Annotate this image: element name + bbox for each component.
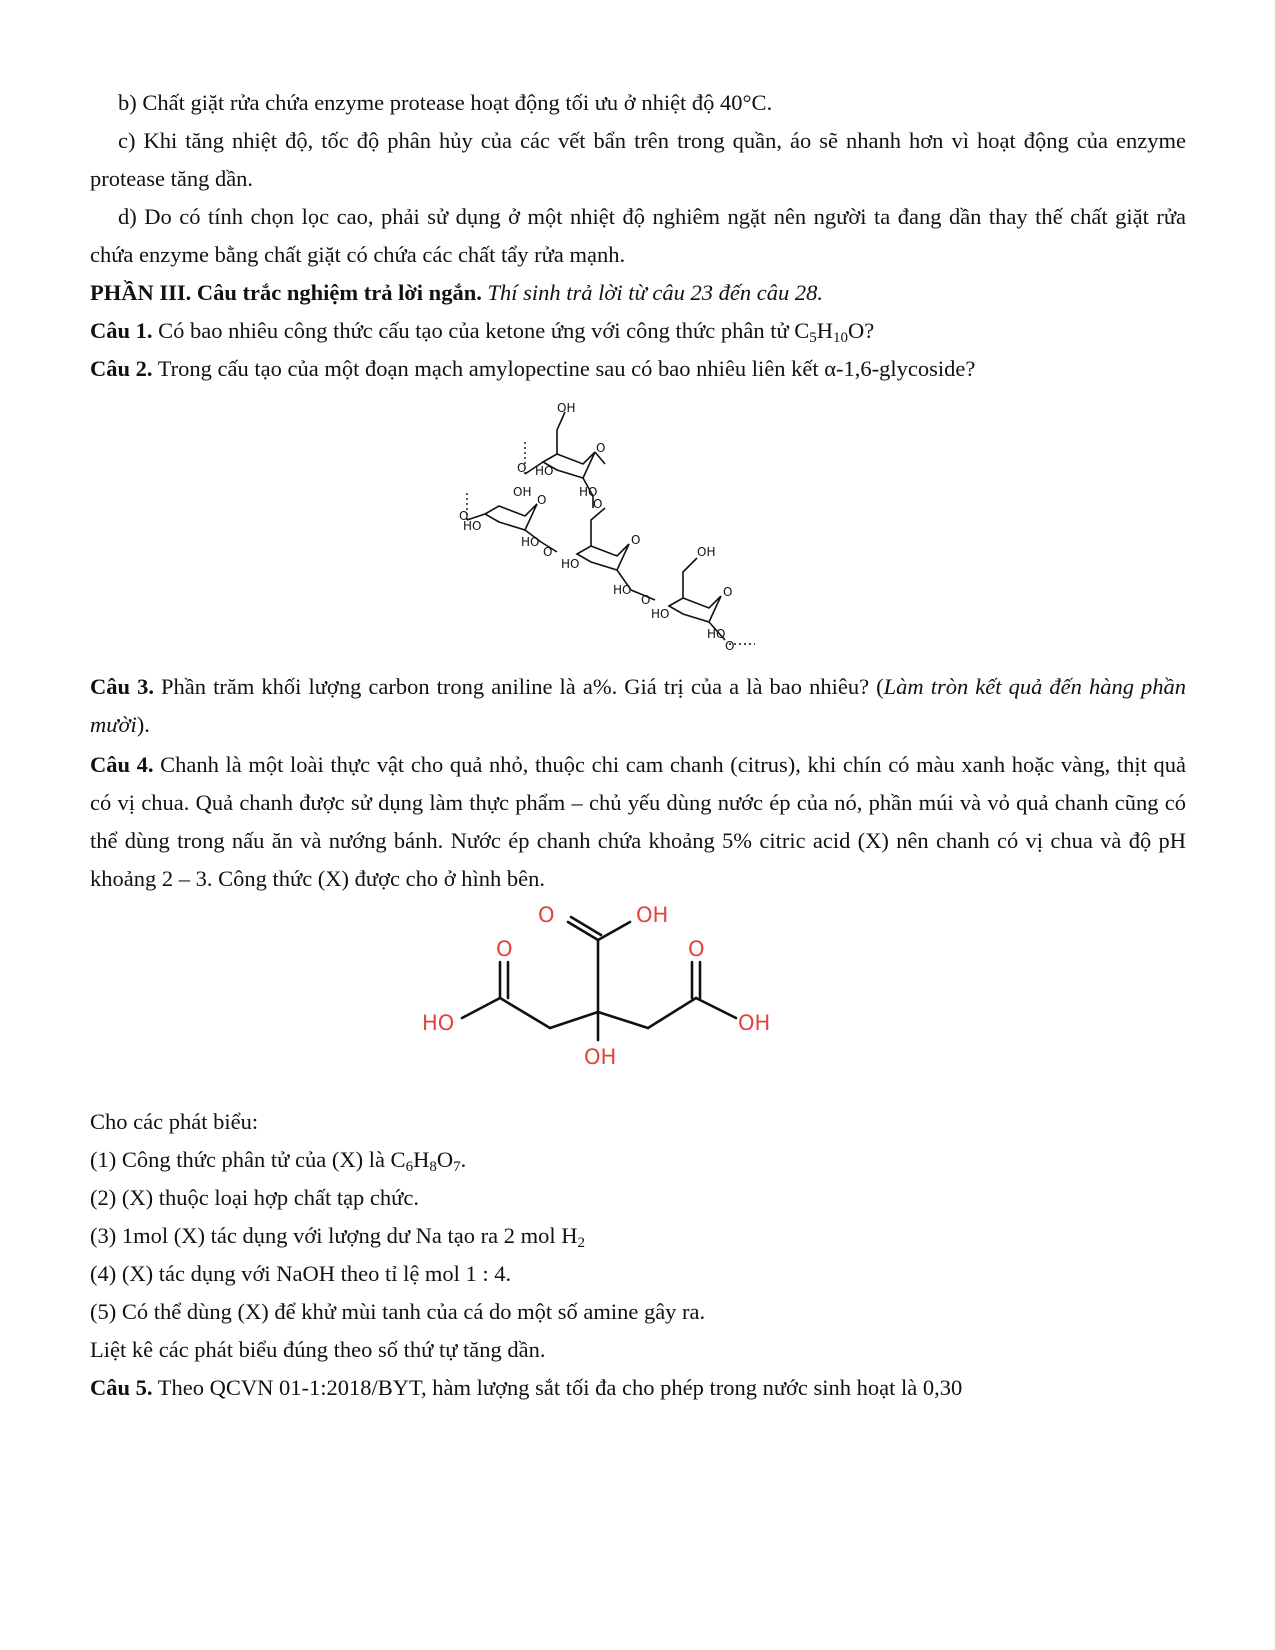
statement-5: (5) Có thể dùng (X) để khử mùi tanh của cá do một số amine gây ra.	[90, 1299, 706, 1324]
label-ho: HO	[535, 464, 554, 478]
label-o: O	[641, 593, 651, 607]
label-ho: HO	[521, 535, 540, 549]
label-ho: HO	[579, 485, 598, 499]
question-3-rounding-note: Làm tròn kết quả đến hàng phần mười	[90, 674, 1187, 737]
label-o: O	[496, 937, 513, 961]
citric-acid-structure	[420, 902, 820, 1102]
statement-b: b) Chất giặt rửa chứa enzyme protease hoạt động tối ưu ở nhiệt độ 40°C.	[118, 90, 773, 115]
label-o: O	[459, 509, 469, 523]
label-o: O	[543, 545, 553, 559]
closing-punctuation: ).	[136, 712, 150, 737]
subscript: 5	[809, 330, 817, 346]
label-ho: HO	[561, 557, 580, 571]
label-o: O	[725, 639, 735, 653]
label-o: O	[517, 461, 527, 475]
question-2-text: Trong cấu tạo của một đoạn mạch amylopectine sau có bao nhiêu liên kết α-1,6-glycoside?	[157, 356, 976, 381]
statement-1-text: (1) Công thức phân tử của (X) là C	[90, 1147, 406, 1172]
label-oh: OH	[636, 903, 669, 927]
formula-part: H	[816, 318, 834, 343]
label-o: O	[631, 533, 641, 547]
document-page	[90, 84, 1186, 1407]
subscript: 6	[405, 1159, 414, 1175]
label-oh: OH	[513, 485, 532, 499]
question-5-label: Câu 5.	[90, 1375, 153, 1400]
formula-part: .	[460, 1147, 467, 1172]
question-4	[90, 746, 1186, 898]
formula-part: H	[413, 1147, 430, 1172]
question-4-text: Chanh là một loài thực vật cho quả nhỏ, thuộc chi cam chanh (citrus), khi chín có màu xanh hoặc vàng, thịt quả có vị chua. Quả chanh được sử dụng làm thực phẩm – chủ yếu dùng nước ép của nó, phần múi và vỏ quả chanh cũng có thể dùng trong nấu ăn và nướng bánh. Nước ép chanh chứa khoảng 5% citric acid (X) nên chanh có vị chua và độ pH khoảng 2 – 3. Công thức (X) được cho ở hình bên.	[90, 752, 1187, 891]
question-5	[90, 1369, 1186, 1407]
label-o: O	[537, 493, 547, 507]
question-1-label: Câu 1.	[90, 318, 153, 343]
question-3-text: Phần trăm khối lượng carbon trong aniline là a%. Giá trị của a là bao nhiêu? (	[161, 674, 884, 699]
part3-instruction: Thí sinh trả lời từ câu 23 đến câu 28.	[487, 280, 823, 305]
amylopectin-structure	[445, 392, 805, 662]
label-ho: HO	[463, 519, 482, 533]
statement-1	[90, 1141, 1186, 1179]
formula-part: O?	[848, 318, 875, 343]
citric-acid-figure	[90, 898, 1186, 1103]
question-3-label: Câu 3.	[90, 674, 154, 699]
question-5-text: Theo QCVN 01-1:2018/BYT, hàm lượng sắt tối đa cho phép trong nước sinh hoạt là 0,30	[157, 1375, 963, 1400]
statement-c: c) Khi tăng nhiệt độ, tốc độ phân hủy của các vết bẩn trên trong quần, áo sẽ nhanh hơn vì hoạt động của enzyme protease tăng dần.	[90, 128, 1186, 191]
statement-2: (2) (X) thuộc loại hợp chất tạp chức.	[90, 1185, 419, 1210]
amylopectin-figure	[90, 388, 1186, 668]
part3-title: PHẦN III. Câu trắc nghiệm trả lời ngắn.	[90, 280, 482, 305]
subscript: 7	[453, 1159, 461, 1175]
label-o: O	[593, 497, 603, 511]
statements-intro: Cho các phát biểu:	[90, 1109, 259, 1134]
statements-ask: Liệt kê các phát biểu đúng theo số thứ tự tăng dần.	[90, 1337, 546, 1362]
label-o: O	[688, 937, 705, 961]
statement-3-text: (3) 1mol (X) tác dụng với lượng dư Na tạo ra 2 mol H	[90, 1223, 578, 1248]
question-2-label: Câu 2.	[90, 356, 153, 381]
label-o: O	[723, 585, 733, 599]
statement-d: d) Do có tính chọn lọc cao, phải sử dụng ở một nhiệt độ nghiêm ngặt nên người ta đang dần thay thế chất giặt rửa chứa enzyme bằng chất giặt có chứa các chất tẩy rửa mạnh.	[90, 204, 1186, 267]
label-oh: OH	[557, 401, 576, 415]
question-1-text: Có bao nhiêu công thức cấu tạo của ketone ứng với công thức phân tử C	[158, 318, 810, 343]
subscript: 8	[429, 1159, 437, 1175]
label-oh: OH	[584, 1045, 617, 1069]
question-1	[90, 312, 1186, 350]
formula-part: O	[436, 1147, 454, 1172]
label-ho: HO	[651, 607, 670, 621]
label-ho: HO	[707, 627, 726, 641]
question-3	[90, 668, 1186, 744]
label-ho: HO	[613, 583, 632, 597]
label-ho: HO	[422, 1011, 455, 1035]
label-o: O	[538, 903, 555, 927]
label-oh: OH	[738, 1011, 771, 1035]
subscript: 10	[833, 330, 849, 346]
part3-heading	[90, 274, 1186, 312]
label-o: O	[596, 441, 606, 455]
question-2	[90, 350, 1186, 388]
statement-4: (4) (X) tác dụng với NaOH theo tỉ lệ mol 1 : 4.	[90, 1261, 512, 1286]
statement-3	[90, 1217, 1186, 1255]
question-4-label: Câu 4.	[90, 752, 154, 777]
subscript: 2	[577, 1235, 585, 1251]
label-oh: OH	[697, 545, 716, 559]
